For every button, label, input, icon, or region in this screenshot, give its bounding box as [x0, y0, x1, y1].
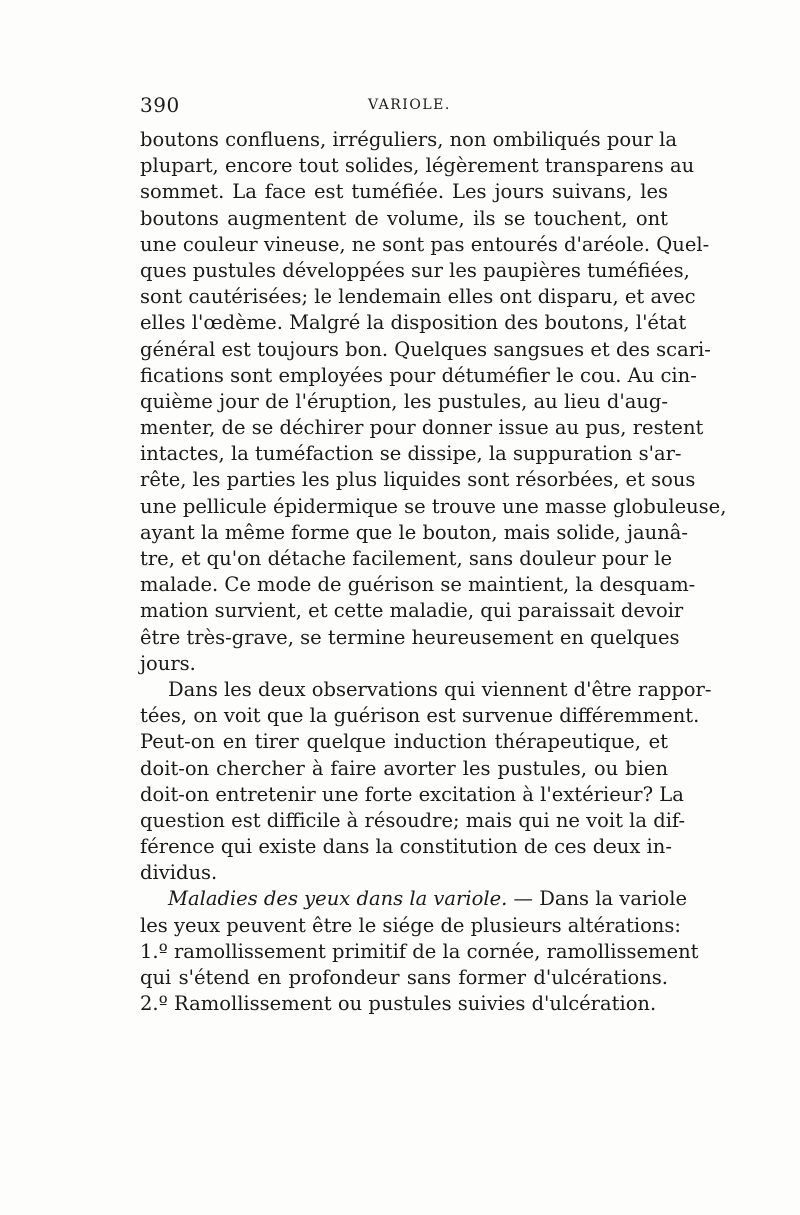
body-text — [140, 127, 727, 1017]
text-line: 1.º ramollissement primitif de la cornée, ramollissement — [140, 939, 699, 963]
text-line: tées, on voit que la guérison est survenue différemment. — [140, 704, 700, 728]
text-line: menter, de se déchirer pour donner issue au pus, restent — [140, 416, 704, 440]
text-line: 2.º Ramollissement ou pustules suivies d'ulcération. — [140, 992, 657, 1016]
text-line: jours. — [140, 651, 196, 675]
text-line: boutons augmentent de volume, ils se touchent, ont — [140, 206, 668, 230]
text-line: sont cautérisées; le lendemain elles ont disparu, et avec — [140, 285, 696, 309]
text-line: fications sont employées pour détuméfier le cou. Au cin- — [140, 363, 697, 387]
text-line: malade. Ce mode de guérison se maintient, la desquam- — [140, 573, 696, 597]
text-fragment: — Dans la variole — [513, 887, 688, 911]
text-line: tre, et qu'on détache facilement, sans douleur pour le — [140, 547, 672, 570]
text-line: dividus. — [140, 861, 218, 885]
running-title: VARIOLE. — [368, 97, 451, 113]
text-line: mation survient, et cette maladie, qui paraissait devoir — [140, 599, 684, 623]
text-line: férence qui existe dans la constitution de ces deux in- — [140, 835, 672, 859]
text-line: Dans les deux observations qui viennent d'être rappor- — [168, 677, 712, 701]
text-line: doit-on chercher à faire avorter les pustules, ou bien — [140, 756, 668, 780]
text-line: sommet. La face est tuméfiée. Les jours suivans, les — [140, 180, 668, 204]
text-line: Peut-on en tirer quelque induction thérapeutique, et — [140, 730, 668, 754]
text-line: rête, les parties les plus liquides sont résorbées, et sous — [140, 468, 696, 492]
text-line: elles l'œdème. Malgré la disposition des boutons, l'état — [140, 311, 687, 335]
running-head — [140, 93, 670, 123]
section-first-line — [140, 886, 688, 912]
text-line: doit-on entretenir une forte excitation à l'extérieur? La — [140, 782, 684, 806]
section-heading: Maladies des yeux dans la variole. — [168, 887, 508, 911]
page-number: 390 — [140, 93, 180, 117]
text-line: quième jour de l'éruption, les pustules, au lieu d'aug- — [140, 389, 668, 413]
text-line: général est toujours bon. Quelques sangsues et des scari- — [140, 337, 711, 361]
text-line: ques pustules développées sur les paupières tuméfiées, — [140, 258, 690, 282]
text-line: boutons confluens, irréguliers, non ombiliqués pour la — [140, 128, 678, 151]
text-line: intactes, la tuméfaction se dissipe, la suppuration s'ar- — [140, 442, 682, 466]
text-line: une couleur vineuse, ne sont pas entourés d'aréole. Quel- — [140, 232, 710, 256]
text-line: question est difficile à résoudre; mais qui ne voit la dif- — [140, 808, 686, 832]
text-line: une pellicule épidermique se trouve une masse globuleuse, — [140, 494, 727, 518]
text-line: plupart, encore tout solides, légèrement transparens au — [140, 154, 695, 178]
text-line: ayant la même forme que le bouton, mais solide, jaunâ- — [140, 520, 688, 544]
text-line: les yeux peuvent être le siége de plusieurs altérations: — [140, 913, 681, 937]
text-line: qui s'étend en profondeur sans former d'ulcérations. — [140, 966, 668, 989]
text-line: être très-grave, se termine heureusement en quelques — [140, 625, 680, 649]
